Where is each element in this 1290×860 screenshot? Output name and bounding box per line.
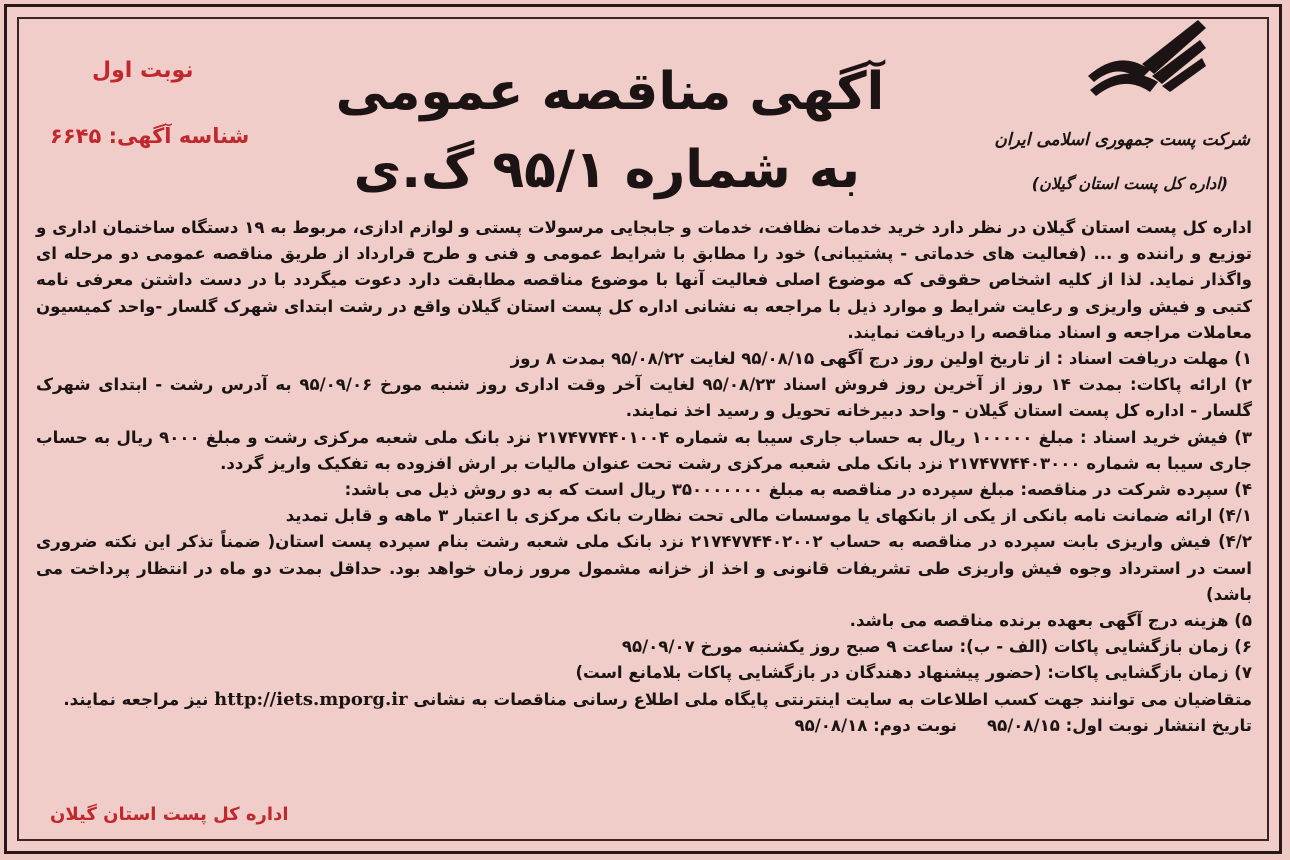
pub-date-first: تاریخ انتشار نوبت اول: ۹۵/۰۸/۱۵ [986,715,1252,735]
org-name: شرکت پست جمهوری اسلامی ایران [994,130,1250,150]
closing-paragraph [36,687,1252,713]
list-item: ۴/۱) ارائه ضمانت نامه بانکی از یکی از بانکهای یا موسسات مالی تحت نظارت بانک مرکزی با اعتبار ۳ ماهه و قابل تمدید [285,506,1252,526]
turn-label: نوبت اول [92,58,194,83]
list-item: ۱) مهلت دریافت اسناد : از تاریخ اولین روز درج آگهی ۹۵/۰۸/۱۵ لغایت ۹۵/۰۸/۲۲ بمدت ۸ روز [510,349,1252,369]
list-item: ۴/۲) فیش واریزی بابت سپرده در مناقصه به حساب ۲۱۷۴۷۷۴۴۰۲۰۰۲ نزد بانک ملی شعبه رشت بنام سپرده پست استان( ضمناً تذکر این نکته ضروری است در استرداد وجوه فیش واریزی طی تشریفات قانونی و اخذ از خزانه مشمول مرور زمان خواهد بود. حداقل بمدت دو ماه در انتظار پرداخت می باشد) [36,532,1252,604]
list-item: ۶) زمان بازگشایی پاکات (الف - ب): ساعت ۹ صبح روز یکشنبه مورخ ۹۵/۰۹/۰۷ [621,637,1252,657]
closing-text-end: نیز مراجعه نمایند. [63,689,209,709]
org-subtitle: (اداره کل پست استان گیلان) [1031,174,1228,193]
publication-dates [36,713,1252,739]
list-item: ۵) هزینه درج آگهی بعهده برنده مناقصه می باشد. [849,611,1252,631]
website-link[interactable]: http://iets.mporg.ir [214,688,408,710]
intro-paragraph: اداره کل پست استان گیلان در نظر دارد خرید خدمات نظافت، خدمات و جابجایی مرسولات پستی و لوازم ادازی، مربوط به ۱۹ دستگاه ساختمان اداری و توزیع و راننده و ... (فعالیت های خدماتی - پشتیبانی) خود را مطابق با شرایط عمومی و فنی و طرح قرارداد از طریق مناقصه عمومی دو مرحله ای واگذار نماید. لذا از کلیه اشخاص حقوقی که موضوع اصلی فعالیت آنها با موضوع مناقصه مطابقت دارد دعوت میگردد با در دست داشتن معرفی نامه کتبی و فیش واریزی و رعایت شرایط و موارد ذیل با مراجعه به نشانی اداره کل پست استان گیلان واقع در رشت ابتدای شهرک گلسار -واحد کمیسیون معاملات مراجعه و اسناد مناقصه را دریافت نمایند. [36,218,1252,342]
signature: اداره کل پست استان گیلان [50,804,289,825]
notice-number: به شماره ۹۵/۱ گ.ی [353,140,860,200]
post-company-logo-icon [1080,18,1210,98]
closing-text: متقاضیان می توانند جهت کسب اطلاعات به سایت اینترنتی پایگاه ملی اطلاع رسانی مناقصات به نشانی [413,689,1252,709]
list-item: ۳) فیش خرید اسناد : مبلغ ۱۰۰۰۰۰ ریال به حساب جاری سیبا به شماره ۲۱۷۴۷۷۴۴۰۱۰۰۴ نزد بانک ملی شعبه مرکزی رشت و مبلغ ۹۰۰۰ ریال به حساب جاری سیبا به شماره ۲۱۷۴۷۷۴۴۰۳۰۰۰ نزد بانک ملی شعبه مرکزی رشت تحت عنوان مالیات بر ارش افزوده به تفکیک واریز گردد. [36,427,1252,473]
notice-title: آگهی مناقصه عمومی [335,62,885,122]
list-item: ۷) زمان بازگشایی پاکات: (حضور پیشنهاد دهندگان در بازگشایی پاکات بلامانع است) [575,663,1252,683]
notice-body [36,215,1252,739]
ad-id: شناسه آگهی: ۶۶۴۵ [50,124,250,148]
pub-date-second: نوبت دوم: ۹۵/۰۸/۱۸ [794,715,957,735]
list-item: ۴) سپرده شرکت در مناقصه: مبلغ سپرده در مناقصه به مبلغ ۳۵۰۰۰۰۰۰۰ ریال است که به دو روش ذیل می باشد: [344,480,1252,500]
list-item: ۲) ارائه پاکات: بمدت ۱۴ روز از آخرین روز فروش اسناد ۹۵/۰۸/۲۳ لغایت آخر وقت اداری روز شنبه مورخ ۹۵/۰۹/۰۶ به آدرس رشت - ابتدای شهرک گلسار - اداره کل پست استان گیلان - واحد دبیرخانه تحویل و رسید اخذ نمایند. [36,375,1252,421]
